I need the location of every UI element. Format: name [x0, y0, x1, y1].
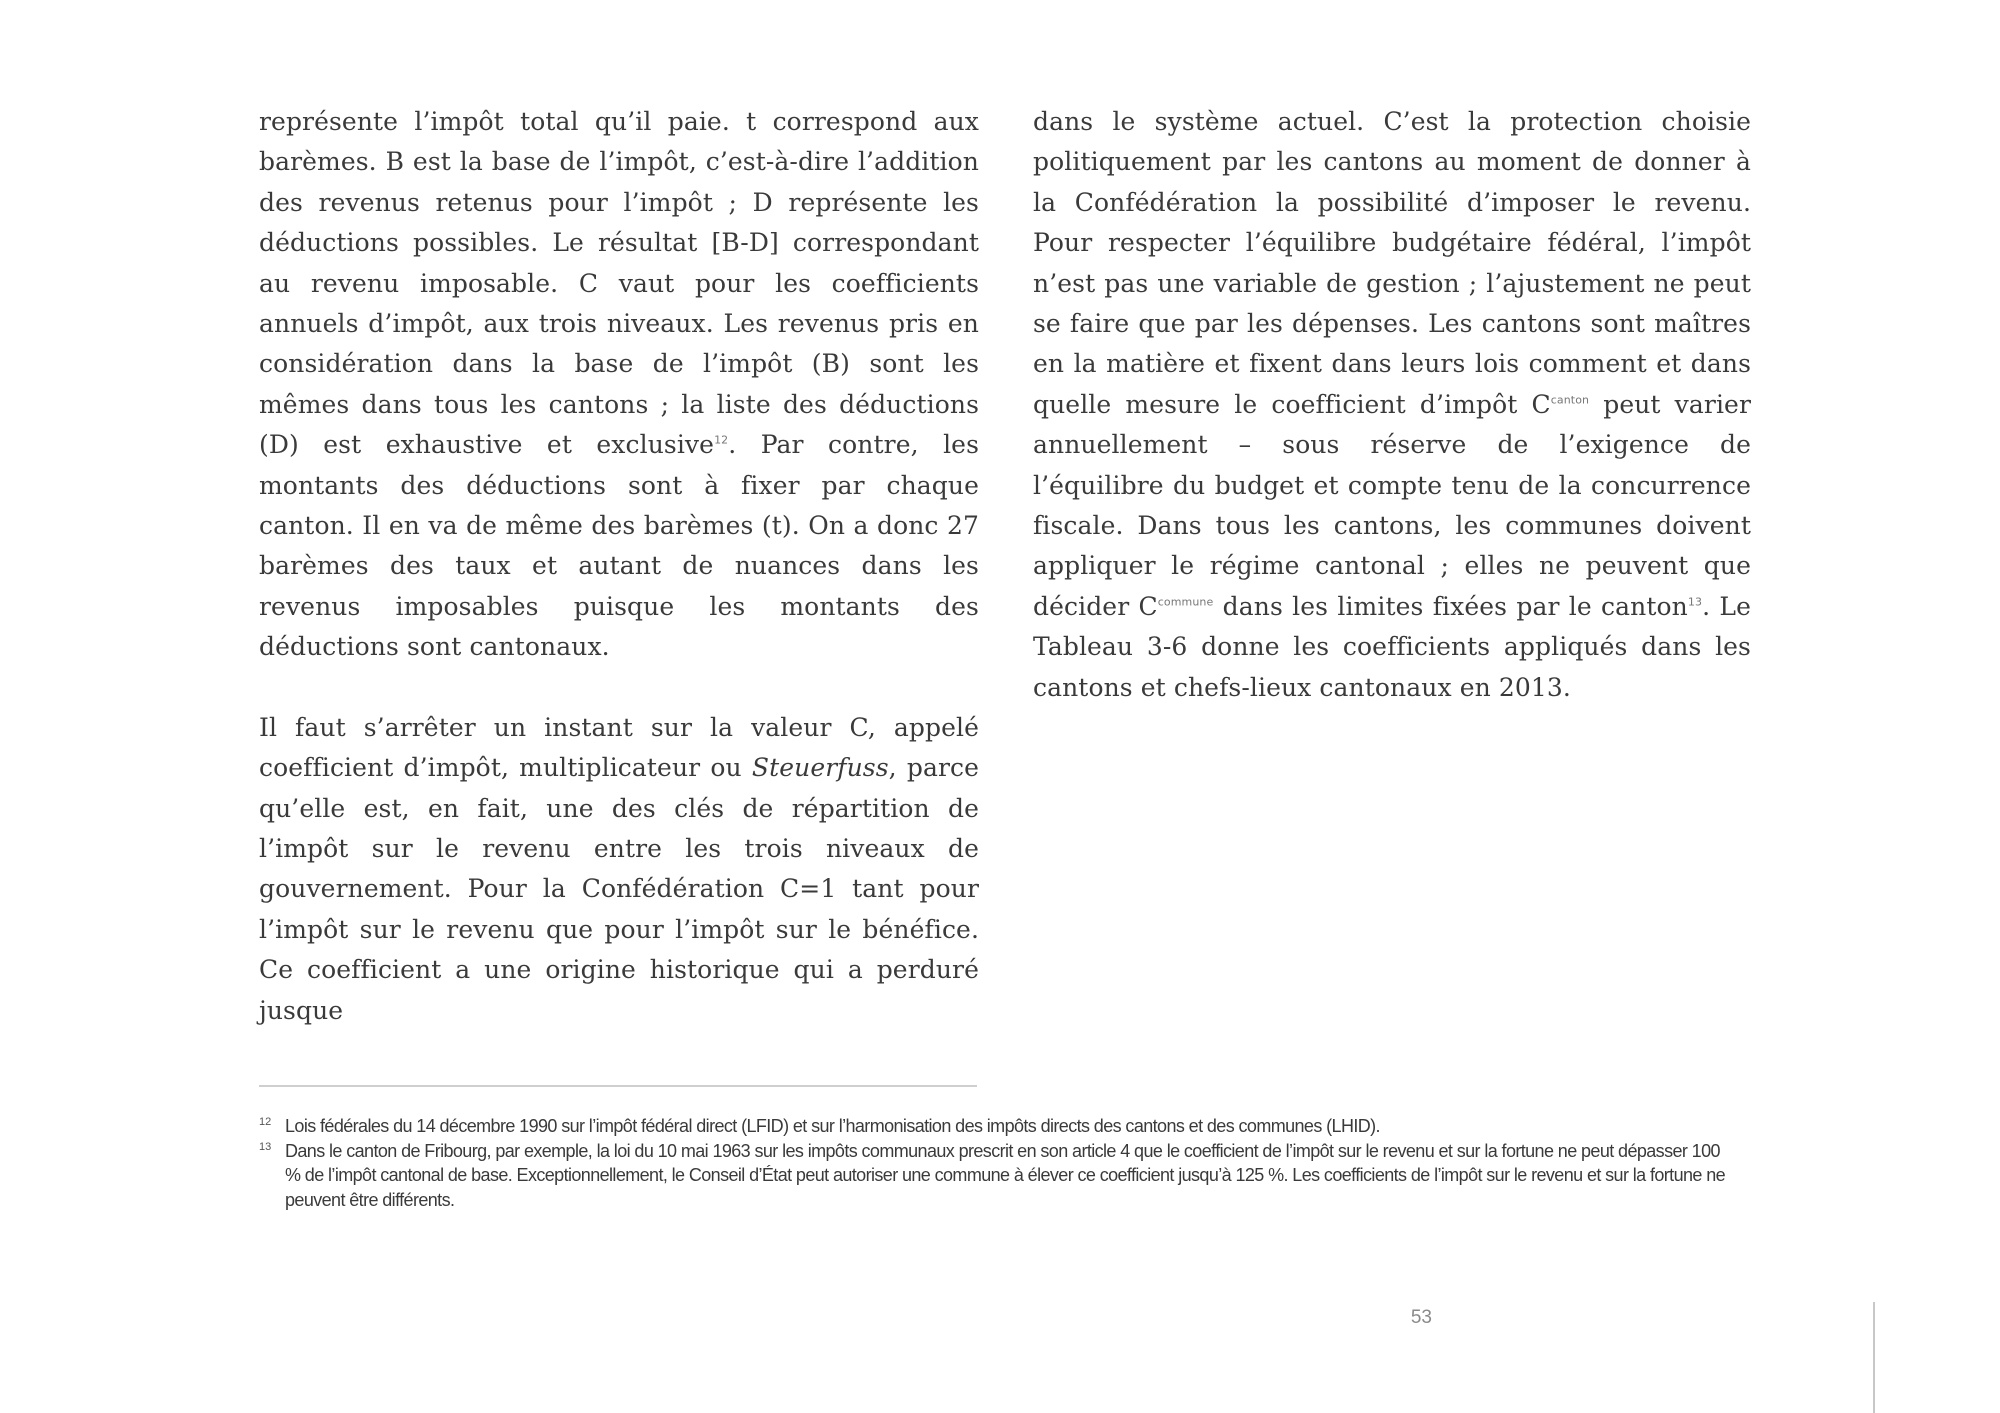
- superscript-commune: commune: [1157, 595, 1214, 609]
- superscript-canton: canton: [1550, 393, 1590, 407]
- footnotes: [259, 1114, 1739, 1212]
- left-column: [259, 102, 979, 1031]
- footnote-text: Dans le canton de Fribourg, par exemple, la loi du 10 mai 1963 sur les impôts communaux prescrit en son article 4 que le coefficient de l’impôt sur le revenu et sur la fortune ne peut dépasser 100 % de l’impôt cantonal de base. Exceptionnellement, le Conseil d’État peut autoriser une commune à élever ce coefficient jusqu’à 125 %. Les coefficients de l’impôt sur le revenu et sur la fortune ne peuvent être différents.: [285, 1140, 1726, 1210]
- footnote-reference: 13: [1687, 595, 1703, 609]
- text-segment: représente l’impôt total qu’il paie. t correspond aux barèmes. B est la base de l’impôt, c’est-à-dire l’addition des revenus retenus pour l’impôt ; D représente les déductions possibles. Le résultat [B-D] correspondant au revenu imposable. C vaut pour les coefficients annuels d’impôt, aux trois niveaux. Les revenus pris en considération dans la base de l’impôt (B) sont les mêmes dans tous les cantons ; la liste des déductions (D) est exhaustive et exclusive: [259, 107, 979, 460]
- footnote-reference: 12: [714, 433, 729, 447]
- paragraph: [1033, 102, 1751, 708]
- paragraph: [259, 708, 979, 1031]
- text-segment: . Le Tableau 3-6 donne les coefficients appliqués dans les cantons et chefs-lieux cantonaux en 2013.: [1033, 591, 1751, 702]
- text-segment: . Par contre, les montants des déductions sont à fixer par chaque canton. Il en va de même des barèmes (t). On a donc 27 barèmes des taux et autant de nuances dans les revenus imposables puisque les montants des déductions sont cantonaux.: [259, 430, 979, 662]
- footnote-number: 12: [259, 1116, 272, 1128]
- footnote-separator: [259, 1085, 977, 1087]
- text-segment: peut varier annuellement – sous réserve de l’exigence de l’équilibre du budget et compte tenu de la concurrence fiscale. Dans tous les cantons, les communes doivent appliquer le régime cantonal ; elles ne peuvent que décider C: [1033, 389, 1751, 621]
- footnote-number: 13: [259, 1140, 272, 1153]
- text-segment: Il faut s’arrêter un instant sur la valeur C, appelé coefficient d’impôt, multiplicateur ou: [259, 712, 979, 783]
- paragraph: [259, 102, 979, 668]
- text-segment: dans le système actuel. C’est la protection choisie politiquement par les cantons au moment de donner à la Confédération la possibilité d’imposer le revenu. Pour respecter l’équilibre budgétaire fédéral, l’impôt n’est pas une variable de gestion ; l’ajustement ne peut se faire que par les dépenses. Les cantons sont maîtres en la matière et fixent dans leurs lois comment et dans quelle mesure le coefficient d’impôt C: [1033, 107, 1751, 419]
- footnote: [259, 1114, 1739, 1139]
- text-segment: , parce qu’elle est, en fait, une des clés de répartition de l’impôt sur le revenu entre les trois niveaux de gouvernement. Pour la Confédération C=1 tant pour l’impôt sur le revenu que pour l’impôt sur le bénéfice. Ce coefficient a une origine historique qui a perduré jusque: [259, 753, 980, 1025]
- footnote-text: Lois fédérales du 14 décembre 1990 sur l’impôt fédéral direct (LFID) et sur l’harmonisation des impôts directs des cantons et des communes (LHID).: [285, 1116, 1380, 1136]
- page-number: 53: [1410, 1307, 1432, 1328]
- right-column: [1033, 102, 1751, 708]
- page-edge-rule: [1873, 1302, 1875, 1413]
- italic-term: Steuerfuss: [751, 753, 889, 783]
- text-segment: dans les limites fixées par le canton: [1213, 591, 1688, 621]
- footnote: [259, 1139, 1739, 1213]
